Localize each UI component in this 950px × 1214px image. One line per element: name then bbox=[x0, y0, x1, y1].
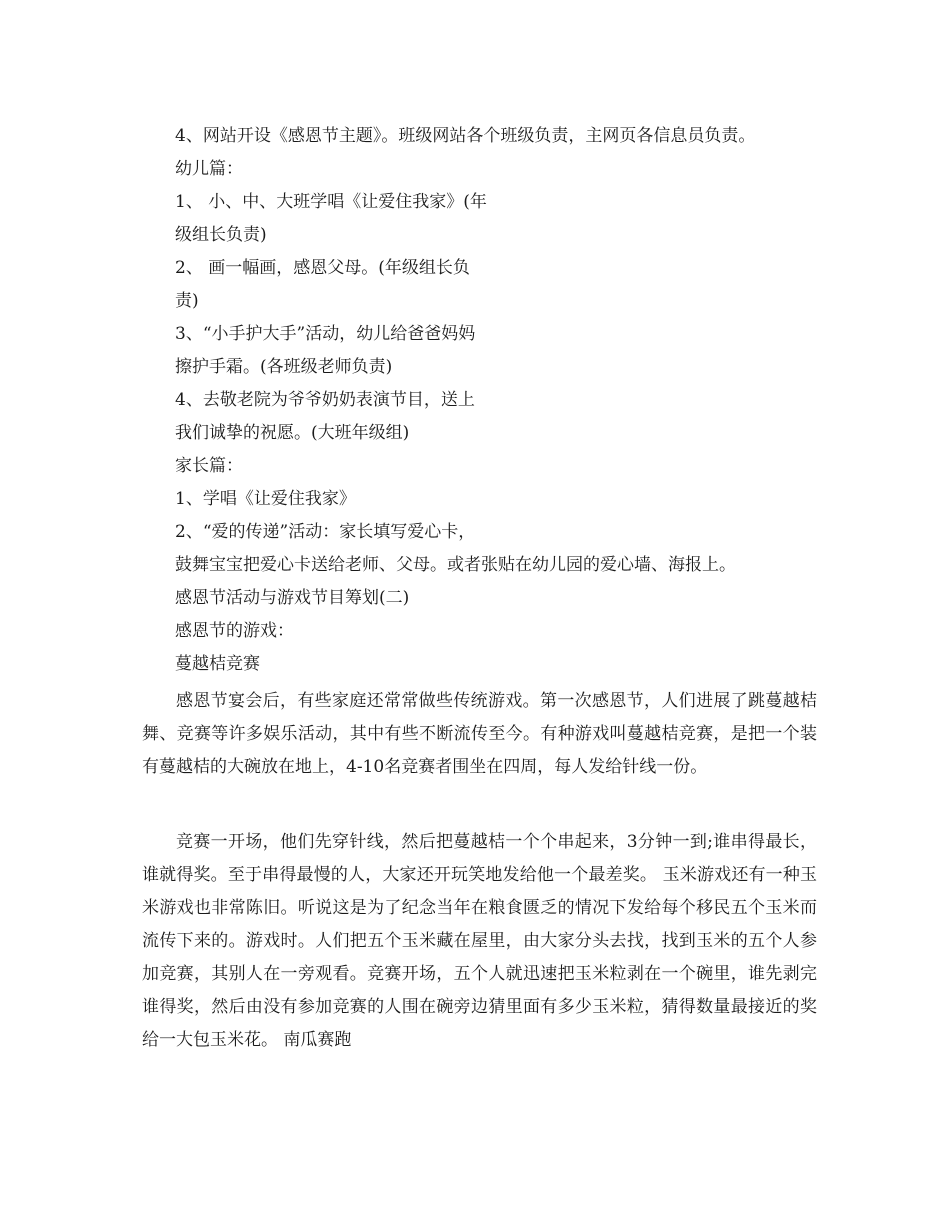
game-title: 蔓越桔竞赛 bbox=[175, 654, 260, 674]
text-line: 责) bbox=[175, 291, 199, 311]
section-heading-parents: 家长篇： bbox=[175, 456, 243, 476]
text-line: 2、 画一幅画，感恩父母。(年级组长负 bbox=[175, 258, 470, 278]
section-title: 感恩节活动与游戏节目筹划(二) bbox=[175, 588, 410, 608]
text-line: 2、“爱的传递”活动：家长填写爱心卡， bbox=[175, 522, 476, 542]
section-heading-games: 感恩节的游戏： bbox=[175, 621, 294, 641]
text-line: 1、 小、中、大班学唱《让爱住我家》(年 bbox=[175, 192, 487, 212]
text-line: 4、网站开设《感恩节主题》。班级网站各个班级负责，主网页各信息员负责。 bbox=[175, 126, 756, 146]
text-line: 级组长负责) bbox=[175, 225, 267, 245]
text-line: 我们诚挚的祝愿。(大班年级组) bbox=[175, 423, 410, 443]
text-line: 4、去敬老院为爷爷奶奶表演节目，送上 bbox=[175, 390, 475, 410]
text-line: 擦护手霜。(各班级老师负责) bbox=[175, 357, 393, 377]
body-paragraph: 竞赛一开场，他们先穿针线，然后把蔓越桔一个个串起来，3分钟一到;谁串得最长，谁就得奖。至于串得最慢的人，大家还开玩笑地发给他一个最差奖。 玉米游戏还有一种玉米游戏也非常陈旧。听说这是为了纪念当年在粮食匮乏的情况下发给每个移民五个玉米而流传下来的。游戏时。人们把五个玉米藏在屋里，由大家分头去找，找到玉米的五个人参加竞赛，其别人在一旁观看。竞赛开场，五个人就迅速把玉米粒剥在一个碗里，谁先剥完谁得奖，然后由没有参加竞赛的人围在碗旁边猜里面有多少玉米粒，猜得数量最接近的奖给一大包玉米花。 南瓜赛跑 bbox=[142, 832, 817, 1050]
section-heading-children: 幼儿篇： bbox=[175, 159, 243, 179]
body-paragraph: 感恩节宴会后，有些家庭还常常做些传统游戏。第一次感恩节，人们进展了跳蔓越桔舞、竞赛等许多娱乐活动，其中有些不断流传至今。有种游戏叫蔓越桔竞赛，是把一个装有蔓越桔的大碗放在地上，4-10名竞赛者围坐在四周，每人发给针线一份。 bbox=[142, 691, 817, 777]
text-line: 1、学唱《让爱住我家》 bbox=[175, 489, 356, 509]
text-line: 鼓舞宝宝把爱心卡送给老师、父母。或者张贴在幼儿园的爱心墙、海报上。 bbox=[175, 555, 736, 575]
text-line: 3、“小手护大手”活动，幼儿给爸爸妈妈 bbox=[175, 324, 476, 344]
